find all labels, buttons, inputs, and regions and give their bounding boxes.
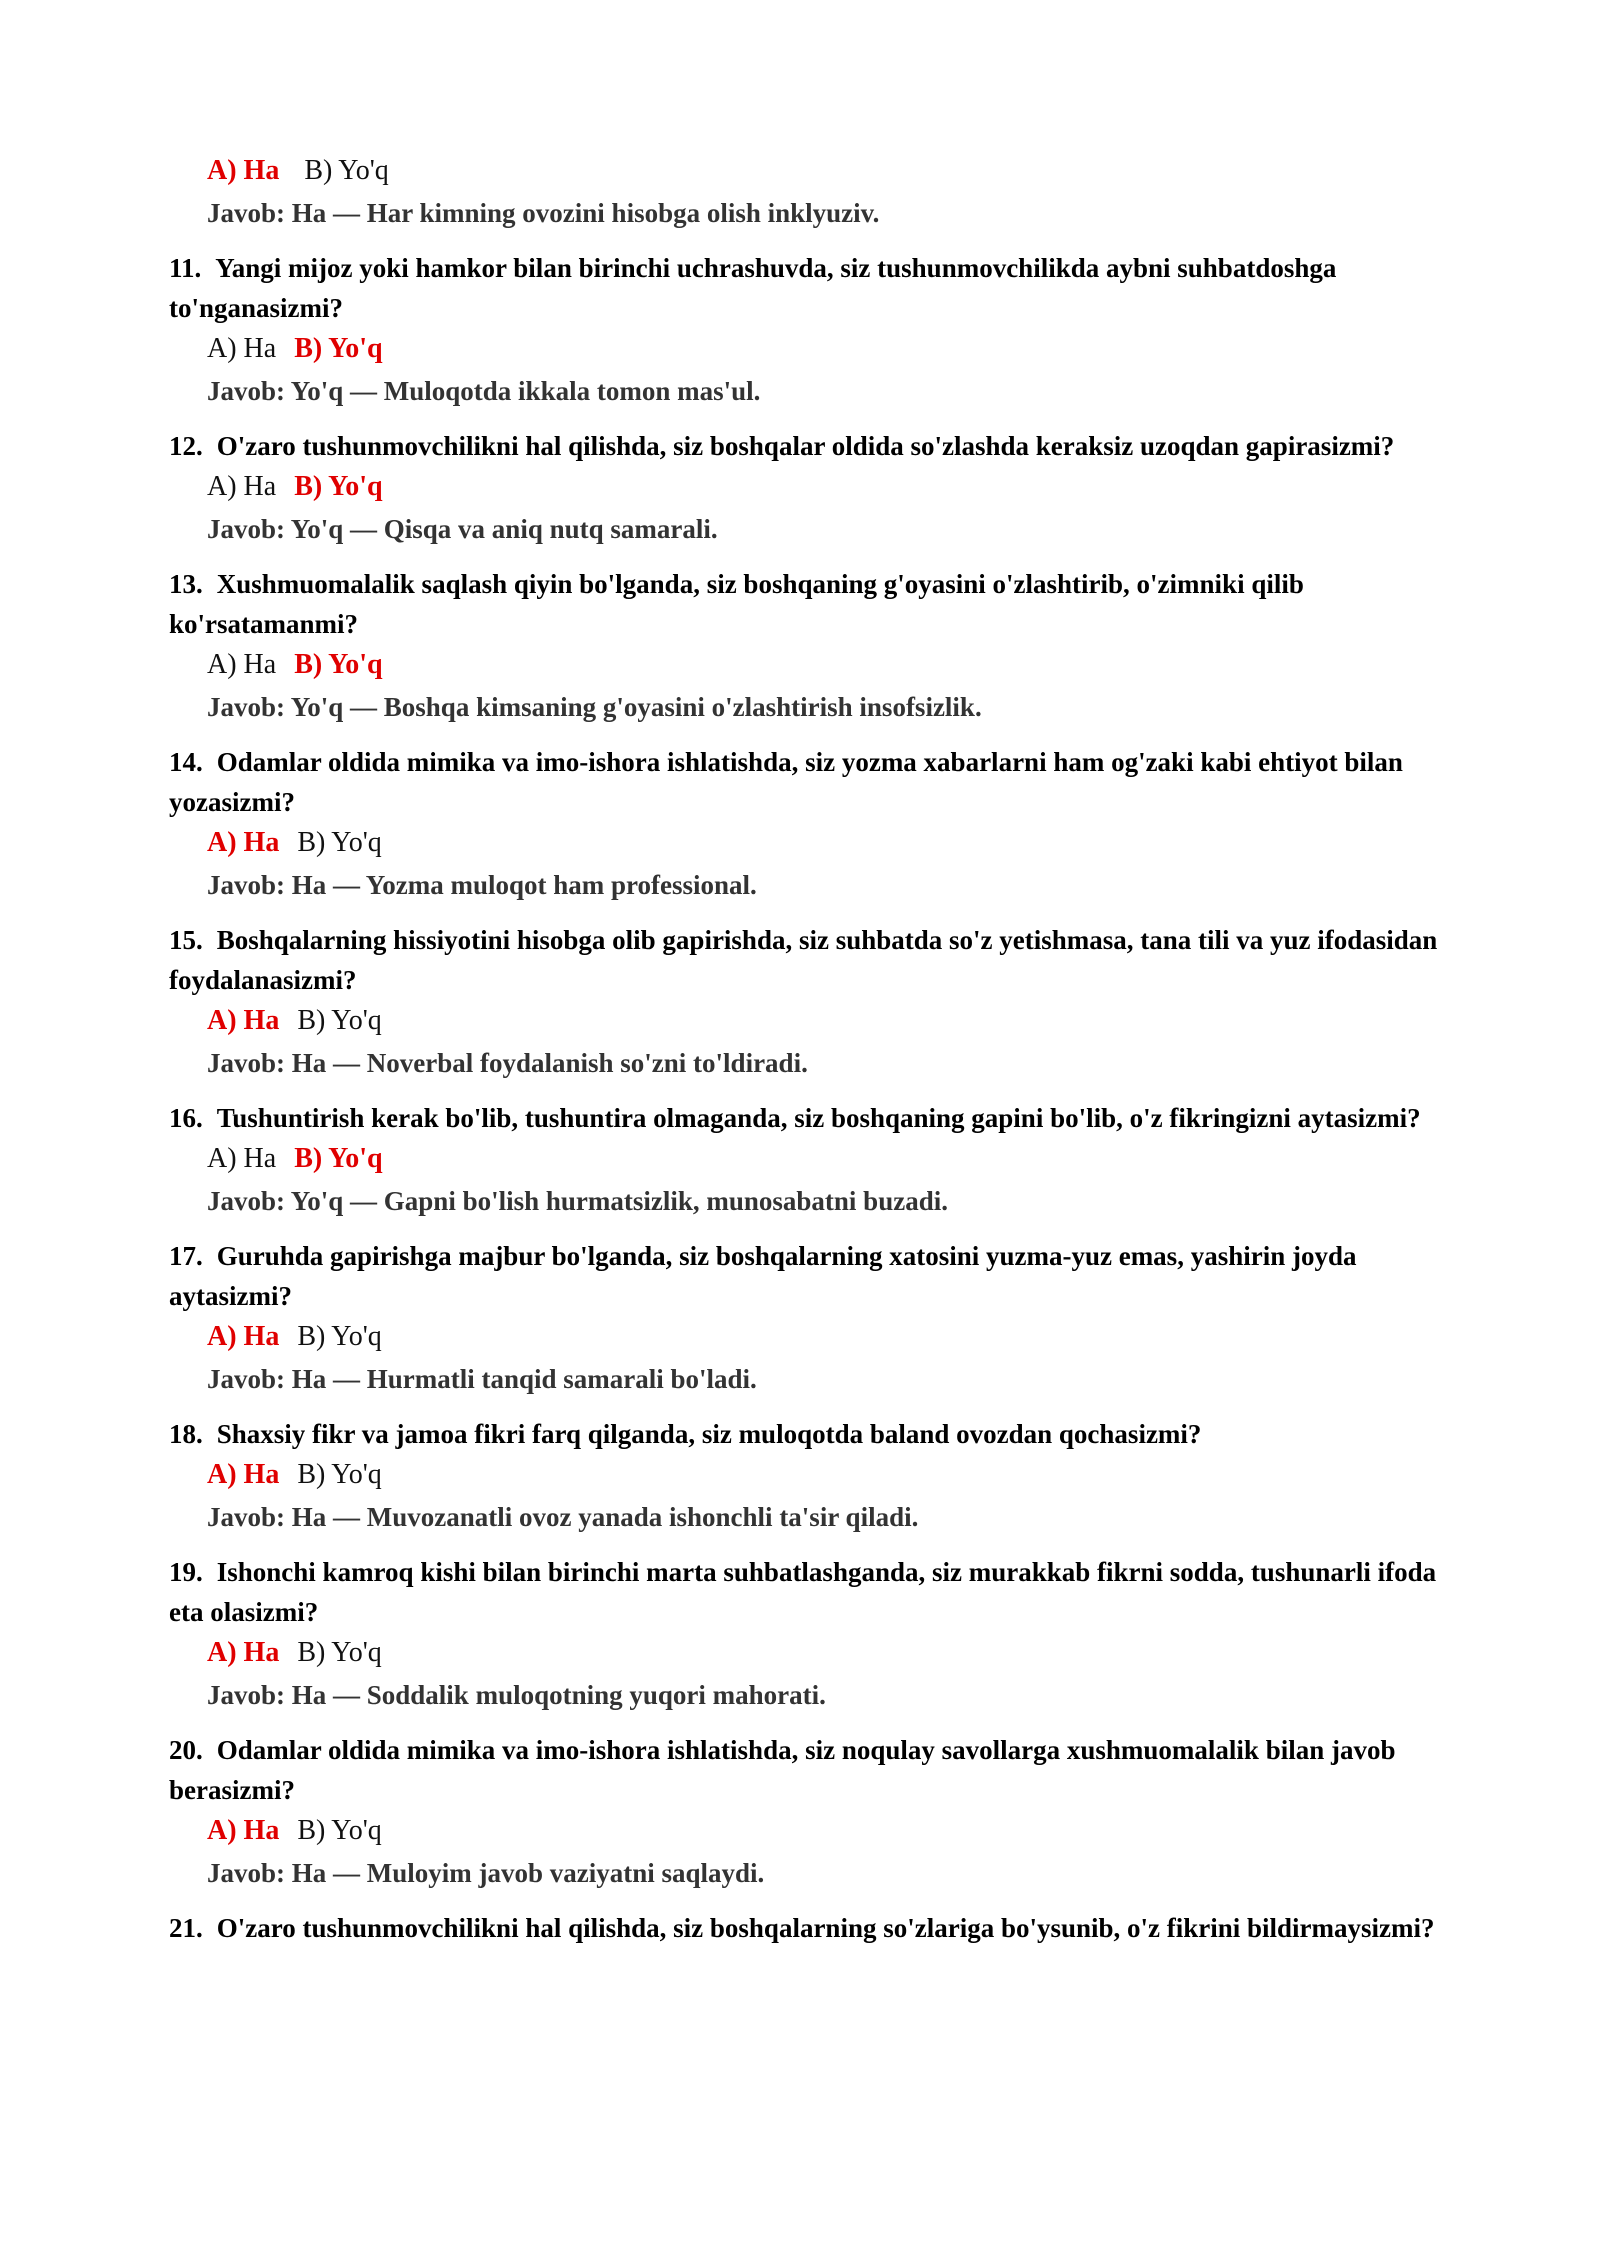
question-body: Yangi mijoz yoki hamkor bilan birinchi uchrashuvda, siz tushunmovchilikda aybni suhbatdoshga to'nganasizmi? [169, 253, 1337, 323]
question-text [169, 1908, 1444, 1948]
question-text [169, 1236, 1444, 1316]
question-number: 12. [169, 431, 203, 461]
question-body: Odamlar oldida mimika va imo-ishora ishlatishda, siz yozma xabarlarni ham og'zaki kabi ehtiyot bilan yozasizmi? [169, 747, 1403, 817]
answer-line: Javob: Yo'q — Qisqa va aniq nutq samarali. [207, 514, 718, 544]
question-list [169, 248, 1444, 1894]
answer-line: Javob: Ha — Muloyim javob vaziyatni saqlaydi. [207, 1858, 765, 1888]
option-a: A) Ha [207, 827, 280, 858]
options-row [169, 1454, 1444, 1496]
question-number: 14. [169, 747, 203, 777]
option-a: A) Ha [207, 1143, 277, 1174]
options-row [169, 1810, 1444, 1852]
option-b: B) Yo'q [294, 471, 383, 502]
answer-line: Javob: Yo'q — Boshqa kimsaning g'oyasini o'zlashtirish insofsizlik. [207, 692, 982, 722]
question-body: O'zaro tushunmovchilikni hal qilishda, siz boshqalar oldida so'zlashda keraksiz uzoqdan gapirasizmi? [216, 431, 1395, 461]
options-row [169, 822, 1444, 864]
options-row [169, 150, 1444, 192]
question-number: 20. [169, 1735, 203, 1765]
answer-line: Javob: Yo'q — Gapni bo'lish hurmatsizlik, munosabatni buzadi. [207, 1186, 948, 1216]
question-16 [169, 1098, 1444, 1222]
options-row [169, 328, 1444, 370]
option-a: A) Ha [207, 333, 277, 364]
question-13 [169, 564, 1444, 728]
option-b: B) Yo'q [297, 1637, 382, 1668]
options-row [169, 1138, 1444, 1180]
question-text [169, 248, 1444, 328]
question-body: Tushuntirish kerak bo'lib, tushuntira olmaganda, siz boshqaning gapini bo'lib, o'z fikringizni aytasizmi? [216, 1103, 1421, 1133]
option-b: B) Yo'q [297, 1815, 382, 1846]
answer-line: Javob: Ha — Soddalik muloqotning yuqori mahorati. [207, 1680, 826, 1710]
question-text [169, 742, 1444, 822]
answer-line: Javob: Ha — Noverbal foydalanish so'zni to'ldiradi. [207, 1048, 808, 1078]
option-a: A) Ha [207, 1459, 280, 1490]
option-b: B) Yo'q [294, 649, 383, 680]
question-number: 18. [169, 1419, 203, 1449]
option-b: B) Yo'q [297, 1459, 382, 1490]
question-number: 15. [169, 925, 203, 955]
question-text [169, 1552, 1444, 1632]
question-number: 19. [169, 1557, 203, 1587]
question-number: 11. [169, 253, 202, 283]
option-a: A) Ha [207, 649, 277, 680]
option-a: A) Ha [207, 1637, 280, 1668]
answer-line: Javob: Ha — Yozma muloqot ham professional. [207, 870, 757, 900]
question-body: Ishonchi kamroq kishi bilan birinchi marta suhbatlashganda, siz murakkab fikrni sodda, tushunarli ifoda eta olasizmi? [169, 1557, 1437, 1627]
option-b: B) Yo'q [294, 1143, 383, 1174]
document-content [169, 150, 1444, 1962]
question-number: 17. [169, 1241, 203, 1271]
option-b: B) Yo'q [297, 827, 382, 858]
option-a: A) Ha [207, 1005, 280, 1036]
question-number: 21. [169, 1913, 203, 1943]
question-21 [169, 1908, 1444, 1948]
question-20 [169, 1730, 1444, 1894]
option-a: A) Ha [207, 155, 280, 186]
options-row [169, 1000, 1444, 1042]
question-body: Guruhda gapirishga majbur bo'lganda, siz boshqalarning xatosini yuzma-yuz emas, yashirin joyda aytasizmi? [169, 1241, 1357, 1311]
question-text [169, 426, 1444, 466]
question-body: Xushmuomalalik saqlash qiyin bo'lganda, siz boshqaning g'oyasini o'zlashtirib, o'zimniki qilib ko'rsatamanmi? [169, 569, 1304, 639]
answer-line: Javob: Yo'q — Muloqotda ikkala tomon mas'ul. [207, 376, 761, 406]
question-number: 16. [169, 1103, 203, 1133]
question-body: Boshqalarning hissiyotini hisobga olib gapirishda, siz suhbatda so'z yetishmasa, tana tili va yuz ifodasidan foydalanasizmi? [169, 925, 1438, 995]
question-11 [169, 248, 1444, 412]
question-15 [169, 920, 1444, 1084]
question-number: 13. [169, 569, 203, 599]
question-text [169, 1730, 1444, 1810]
question-body: Odamlar oldida mimika va imo-ishora ishlatishda, siz noqulay savollarga xushmuomalalik bilan javob berasizmi? [169, 1735, 1396, 1805]
question-17 [169, 1236, 1444, 1400]
option-b: B) Yo'q [304, 155, 389, 186]
answer-line: Javob: Ha — Har kimning ovozini hisobga olish inklyuziv. [207, 198, 880, 228]
question-body: Shaxsiy fikr va jamoa fikri farq qilganda, siz muloqotda baland ovozdan qochasizmi? [216, 1419, 1202, 1449]
option-a: A) Ha [207, 1321, 280, 1352]
options-row [169, 644, 1444, 686]
answer-line: Javob: Ha — Muvozanatli ovoz yanada ishonchli ta'sir qiladi. [207, 1502, 919, 1532]
question-19 [169, 1552, 1444, 1716]
options-row [169, 1632, 1444, 1674]
question-text [169, 920, 1444, 1000]
question-12 [169, 426, 1444, 550]
option-b: B) Yo'q [294, 333, 383, 364]
question-text [169, 564, 1444, 644]
question-14 [169, 742, 1444, 906]
question-18 [169, 1414, 1444, 1538]
option-b: B) Yo'q [297, 1005, 382, 1036]
option-a: A) Ha [207, 1815, 280, 1846]
options-row [169, 1316, 1444, 1358]
question-text [169, 1414, 1444, 1454]
question-body: O'zaro tushunmovchilikni hal qilishda, siz boshqalarning so'zlariga bo'ysunib, o'z fikrini bildirmaysizmi? [216, 1913, 1435, 1943]
answer-line: Javob: Ha — Hurmatli tanqid samarali bo'ladi. [207, 1364, 757, 1394]
option-a: A) Ha [207, 471, 277, 502]
option-b: B) Yo'q [297, 1321, 382, 1352]
question-text [169, 1098, 1444, 1138]
question-10-tail [169, 150, 1444, 234]
options-row [169, 466, 1444, 508]
